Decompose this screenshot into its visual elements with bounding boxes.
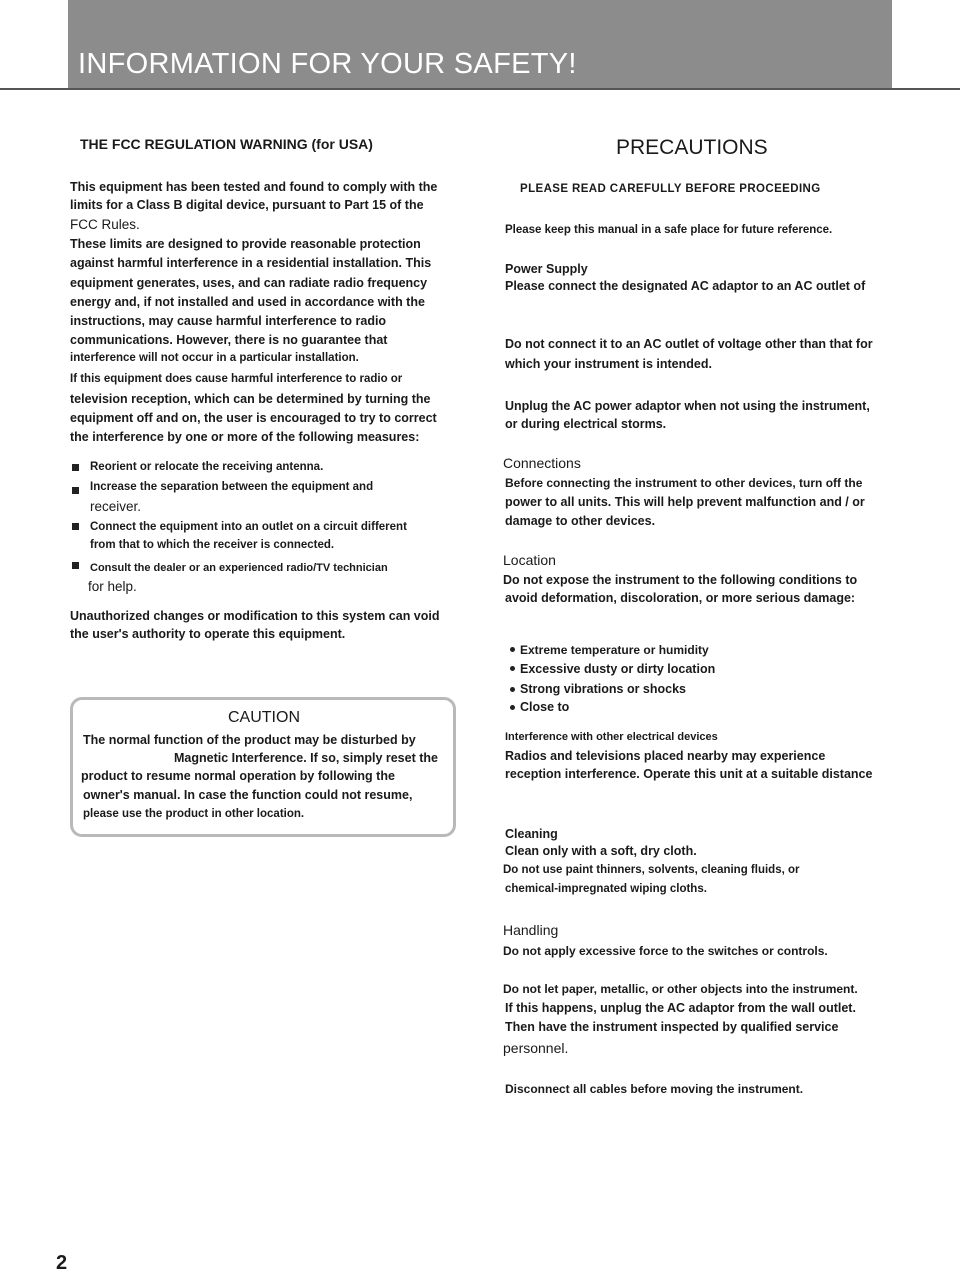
measure-item: for help. bbox=[88, 579, 137, 594]
page-title: INFORMATION FOR YOUR SAFETY! bbox=[78, 48, 577, 80]
measure-item: Consult the dealer or an experienced radio/TV technician bbox=[90, 562, 388, 574]
location-item: Extreme temperature or humidity bbox=[520, 643, 709, 657]
power-supply-heading: Power Supply bbox=[505, 262, 588, 276]
disconnect-text: Disconnect all cables before moving the instrument. bbox=[505, 1082, 804, 1096]
fcc-line: communications. However, there is no guarantee that bbox=[70, 333, 388, 347]
location-item: Close to bbox=[520, 700, 570, 714]
handling-text: If this happens, unplug the AC adaptor from the wall outlet. bbox=[505, 1001, 856, 1015]
location-heading: Location bbox=[503, 552, 556, 568]
location-item: Excessive dusty or dirty location bbox=[520, 662, 716, 676]
unauthorized-line: the user's authority to operate this equipment. bbox=[70, 627, 346, 641]
location-text: avoid deformation, discoloration, or more serious damage: bbox=[505, 591, 856, 605]
connections-text: Before connecting the instrument to other devices, turn off the bbox=[505, 476, 863, 490]
page-number: 2 bbox=[56, 1252, 68, 1274]
keep-manual: Please keep this manual in a safe place for future reference. bbox=[505, 224, 833, 236]
bullet-dot bbox=[510, 666, 515, 671]
fcc-line: energy and, if not installed and used in accordance with the bbox=[70, 295, 425, 309]
cleaning-text: Clean only with a soft, dry cloth. bbox=[505, 844, 697, 858]
header-divider bbox=[0, 88, 960, 90]
fcc-line: the interference by one or more of the following measures: bbox=[70, 430, 420, 444]
fcc-line: If this equipment does cause harmful interference to radio or bbox=[70, 373, 403, 385]
bullet-square bbox=[72, 523, 79, 530]
cleaning-heading: Cleaning bbox=[505, 827, 558, 841]
caution-line: please use the product in other location. bbox=[83, 808, 305, 820]
handling-text: Then have the instrument inspected by qualified service bbox=[505, 1020, 839, 1034]
unauthorized-line: Unauthorized changes or modification to this system can void bbox=[70, 609, 440, 623]
measure-item: Increase the separation between the equipment and bbox=[90, 481, 374, 493]
bullet-dot bbox=[510, 687, 515, 692]
fcc-line: against harmful interference in a residential installation. This bbox=[70, 256, 432, 270]
location-item: Strong vibrations or shocks bbox=[520, 682, 687, 696]
caution-line: The normal function of the product may be disturbed by bbox=[83, 733, 416, 747]
fcc-line: This equipment has been tested and found to comply with the bbox=[70, 180, 438, 194]
caution-line: owner's manual. In case the function could not resume, bbox=[83, 788, 413, 802]
fcc-line: limits for a Class B digital device, pursuant to Part 15 of the bbox=[70, 198, 424, 212]
measure-item: from that to which the receiver is connected. bbox=[90, 539, 335, 551]
handling-text: personnel. bbox=[503, 1040, 569, 1056]
interference-heading: Interference with other electrical devices bbox=[505, 731, 718, 743]
caution-title: CAUTION bbox=[228, 709, 300, 726]
power-text: Please connect the designated AC adaptor to an AC outlet of bbox=[505, 279, 866, 293]
bullet-square bbox=[72, 487, 79, 494]
connections-heading: Connections bbox=[503, 455, 581, 471]
bullet-dot bbox=[510, 647, 515, 652]
power-text: which your instrument is intended. bbox=[505, 357, 712, 371]
interference-text: Radios and televisions placed nearby may experience bbox=[505, 749, 826, 763]
fcc-line: FCC Rules. bbox=[70, 217, 140, 232]
fcc-title: THE FCC REGULATION WARNING (for USA) bbox=[80, 136, 373, 152]
precautions-subtitle: PLEASE READ CAREFULLY BEFORE PROCEEDING bbox=[520, 183, 821, 195]
fcc-line: These limits are designed to provide reasonable protection bbox=[70, 237, 421, 251]
handling-heading: Handling bbox=[503, 922, 559, 938]
location-text: Do not expose the instrument to the following conditions to bbox=[503, 573, 858, 587]
fcc-line: equipment off and on, the user is encouraged to try to correct bbox=[70, 411, 437, 425]
interference-text: reception interference. Operate this unit at a suitable distance bbox=[505, 767, 873, 781]
fcc-line: equipment generates, uses, and can radiate radio frequency bbox=[70, 276, 428, 290]
measure-item: Reorient or relocate the receiving antenna. bbox=[90, 461, 324, 473]
cleaning-text: chemical-impregnated wiping cloths. bbox=[505, 883, 707, 895]
cleaning-text: Do not use paint thinners, solvents, cleaning fluids, or bbox=[503, 864, 800, 876]
bullet-square bbox=[72, 464, 79, 471]
fcc-line: interference will not occur in a particular installation. bbox=[70, 352, 359, 364]
fcc-line: instructions, may cause harmful interference to radio bbox=[70, 314, 387, 328]
connections-text: damage to other devices. bbox=[505, 514, 656, 528]
measure-item: Connect the equipment into an outlet on a circuit different bbox=[90, 521, 407, 533]
bullet-square bbox=[72, 562, 79, 569]
power-text: Unplug the AC power adaptor when not using the instrument, bbox=[505, 399, 870, 413]
handling-text: Do not apply excessive force to the switches or controls. bbox=[503, 944, 828, 958]
precautions-title: PRECAUTIONS bbox=[616, 136, 768, 159]
power-text: or during electrical storms. bbox=[505, 417, 667, 431]
handling-text: Do not let paper, metallic, or other objects into the instrument. bbox=[503, 982, 858, 996]
fcc-line: television reception, which can be determined by turning the bbox=[70, 392, 431, 406]
power-text: Do not connect it to an AC outlet of voltage other than that for bbox=[505, 337, 873, 351]
caution-line: Magnetic Interference. If so, simply reset the bbox=[174, 751, 438, 765]
connections-text: power to all units. This will help prevent malfunction and / or bbox=[505, 495, 865, 509]
bullet-dot bbox=[510, 705, 515, 710]
measure-item: receiver. bbox=[90, 499, 142, 514]
caution-line: product to resume normal operation by following the bbox=[81, 769, 395, 783]
